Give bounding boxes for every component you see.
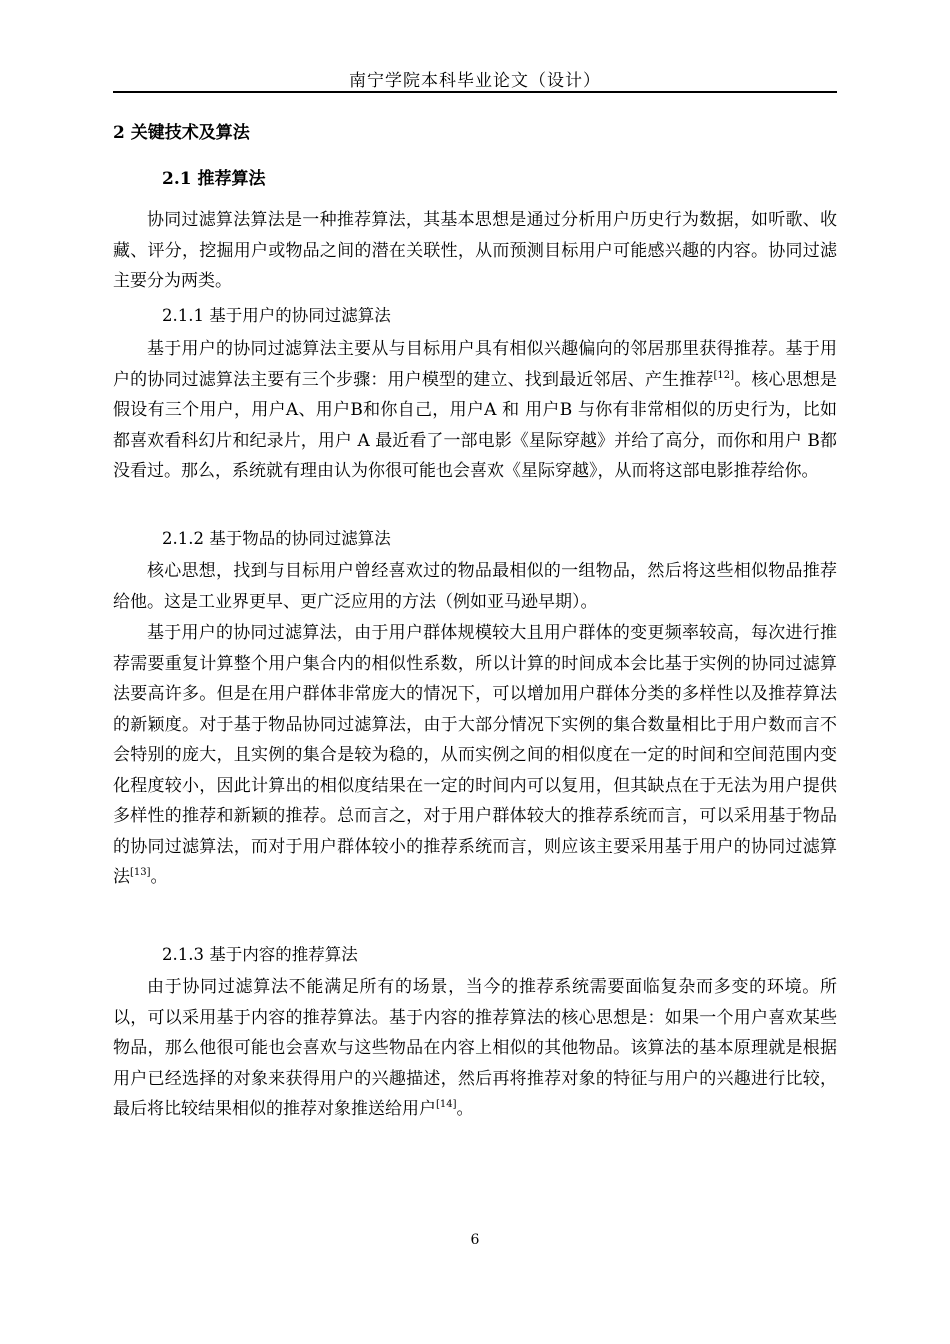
user-cf-text-a: 基于用户的协同过滤算法主要从与目标用户具有相似兴趣偏向的邻居那里获得推荐。基于用户的协同过滤算法主要有三个步骤：用户模型的建立、找到最近邻居、产生推荐 [113, 339, 837, 390]
subsection-heading-user-cf: 2.1.1 基于用户的协同过滤算法 [162, 306, 391, 325]
running-header: 南宁学院本科毕业论文（设计） [349, 71, 601, 91]
citation-12: [12] [713, 369, 735, 381]
content-based-paragraph [113, 972, 837, 1125]
content-based-text-a: 由于协同过滤算法不能满足所有的场景，当今的推荐系统需要面临复杂而多变的环境。所以，可以采用基于内容的推荐算法。基于内容的推荐算法的核心思想是：如果一个用户喜欢某些物品，那么他很可能也会喜欢与这些物品在内容上相似的其他物品。该算法的基本原理就是根据用户已经选择的对象来获得用户的兴趣描述，然后再将推荐对象的特征与用户的兴趣进行比较，最后将比较结果相似的推荐对象推送给用户 [113, 977, 837, 1119]
item-cf-paragraph-1: 核心思想，找到与目标用户曾经喜欢过的物品最相似的一组物品，然后将这些相似物品推荐给他。这是工业界更早、更广泛应用的方法（例如亚马逊早期）。 [113, 561, 837, 612]
intro-paragraph: 协同过滤算法算法是一种推荐算法，其基本思想是通过分析用户历史行为数据，如听歌、收藏、评分，挖掘用户或物品之间的潜在关联性，从而预测目标用户可能感兴趣的内容。协同过滤主要分为两类。 [113, 210, 837, 291]
chapter-heading: 2 关键技术及算法 [113, 123, 250, 143]
subsection-heading-item-cf: 2.1.2 基于物品的协同过滤算法 [162, 529, 391, 548]
citation-14: [14] [436, 1099, 457, 1110]
subsection-heading-content-based: 2.1.3 基于内容的推荐算法 [162, 945, 358, 964]
header-rule [113, 91, 837, 93]
item-cf-text-b: 。 [150, 867, 168, 887]
citation-13: [13] [130, 867, 151, 878]
user-cf-text-b: 。核心思想是假设有三个用户，用户A、用户B和你自己，用户A 和 用户B 与你有非常相似的历史行为，比如都喜欢看科幻片和纪录片，用户 A 最近看了一部电影《星际穿越》并给了高分，而你和用户 B都没看过。那么，系统就有理由认为你很可能也会喜欢《星际穿越》，从而将这部电影推荐给你。 [113, 369, 838, 481]
user-cf-paragraph [113, 334, 837, 487]
item-cf-paragraph-2 [113, 618, 837, 893]
content-based-text-b: 。 [456, 1099, 474, 1119]
page-number: 6 [470, 1232, 480, 1248]
item-cf-text-a: 基于用户的协同过滤算法，由于用户群体规模较大且用户群体的变更频率较高，每次进行推荐需要重复计算整个用户集合内的相似性系数，所以计算的时间成本会比基于实例的协同过滤算法要高许多。但是在用户群体非常庞大的情况下，可以增加用户群体分类的多样性以及推荐算法的新颖度。对于基于物品协同过滤算法，由于大部分情况下实例的集合数量相比于用户数而言不会特别的庞大，且实例的集合是较为稳的，从而实例之间的相似度在一定的时间和空间范围内变化程度较小，因此计算出的相似度结果在一定的时间内可以复用，但其缺点在于无法为用户提供多样性的推荐和新颖的推荐。总而言之，对于用户群体较大的推荐系统而言，可以采用基于物品的协同过滤算法，而对于用户群体较小的推荐系统而言，则应该主要采用基于用户的协同过滤算法 [113, 623, 837, 887]
section-heading: 2.1 推荐算法 [162, 169, 266, 189]
